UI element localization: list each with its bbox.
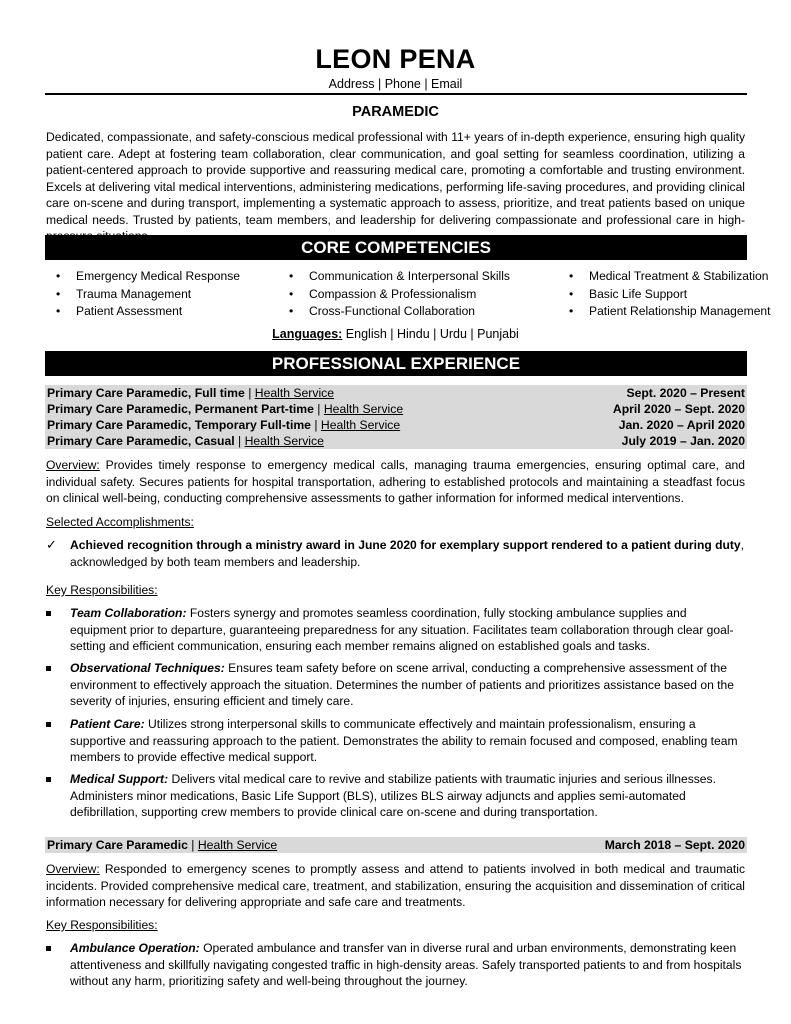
employer-name: Health Service bbox=[323, 402, 404, 416]
responsibility-title: Team Collaboration: bbox=[70, 606, 187, 620]
role-dates: July 2019 – Jan. 2020 bbox=[621, 434, 745, 448]
square-bullet-icon bbox=[46, 722, 51, 727]
responsibility-item bbox=[46, 940, 745, 990]
employer-name: Health Service bbox=[244, 434, 324, 448]
role-row: Primary Care Paramedic, Permanent Part-time | Health Service April 2020 – Sept. 2020 bbox=[47, 402, 745, 416]
languages-list: English | Hindu | Urdu | Punjabi bbox=[345, 327, 519, 341]
role-row: Primary Care Paramedic | Health Service March 2018 – Sept. 2020 bbox=[47, 838, 745, 852]
competency-column-1 bbox=[52, 268, 240, 321]
role-dates: Sept. 2020 – Present bbox=[626, 386, 745, 400]
responsibilities-label: Key Responsibilities: bbox=[46, 918, 158, 932]
overview-label: Overview: bbox=[46, 862, 100, 876]
competency-item: • Medical Treatment & Stabilization bbox=[565, 268, 771, 286]
employer-name: Health Service bbox=[320, 418, 401, 432]
overview-label: Overview: bbox=[46, 458, 100, 472]
role-title: Primary Care Paramedic, Temporary Full-time bbox=[47, 418, 311, 432]
competency-item: • Patient Assessment bbox=[52, 303, 240, 321]
accomplishment-item bbox=[46, 537, 745, 570]
responsibility-title: Medical Support: bbox=[70, 772, 169, 786]
role-row: Primary Care Paramedic, Full time | Health Service Sept. 2020 – Present bbox=[47, 386, 745, 400]
square-bullet-icon bbox=[46, 946, 51, 951]
languages-label: Languages: bbox=[272, 327, 343, 341]
responsibility-text: Ensures team safety before on scene arrival, conducting a comprehensive assessment of the environment to effectively approach the situation. Determines the number of patients and prioritizes assistance based on the severity of injuries, ensuring efficient and timely care. bbox=[70, 661, 734, 708]
role-dates: March 2018 – Sept. 2020 bbox=[604, 838, 745, 852]
job-title: PARAMEDIC bbox=[352, 104, 439, 120]
responsibility-text: Utilizes strong interpersonal skills to communicate effectively and maintain professionalism, ensuring a supportive and reassuring approach to the patient. Demonstrates the ability to remain focused and composed, enabling team members to provide effective medical support. bbox=[70, 717, 738, 764]
responsibility-title: Ambulance Operation: bbox=[70, 941, 200, 955]
summary-paragraph: Dedicated, compassionate, and safety-conscious medical professional with 11+ years of in-depth experience, ensuring high quality patient care. Adept at fostering team collaboration, clear communication, and goal setting for seamless coordination, utilizing a patient-centered approach to provide supportive and reassuring medical care, promoting a comfortable and trusting environment. Excels at delivering vital medical interventions, administering medications, performing life-saving procedures, and providing clinical care on-scene and during transport, implementing a systematic approach to assess, prioritize, and treat patients based on unique medical needs. Trusted by patients, team members, and leadership for delivering compassionate and professional care in high- bbox=[46, 130, 745, 227]
languages-line bbox=[0, 327, 791, 341]
responsibilities-label: Key Responsibilities: bbox=[46, 583, 158, 597]
accomplishment-rest: , acknowledged by both team members and leadership. bbox=[70, 538, 745, 569]
overview-paragraph bbox=[46, 861, 745, 911]
competency-item: • Patient Relationship Management bbox=[565, 303, 771, 321]
competency-item: • Emergency Medical Response bbox=[52, 268, 240, 286]
competency-item: • Basic Life Support bbox=[565, 286, 771, 304]
role-title: Primary Care Paramedic, Full time bbox=[47, 386, 245, 400]
professional-experience-heading: PROFESSIONAL EXPERIENCE bbox=[45, 351, 747, 376]
responsibility-text: Fosters synergy and promotes seamless coordination, fully stocking ambulance supplies and equipment prior to departure, guaranteeing preparedness for any situation. Facilitates team collaboration through clear goal-setting and efficient communication, ensuring each member remains aligned on established goals and tasks. bbox=[70, 606, 734, 653]
competency-item: • Communication & Interpersonal Skills bbox=[285, 268, 510, 286]
checkmark-icon: ✓ bbox=[46, 537, 57, 552]
candidate-name: LEON PENA bbox=[315, 44, 476, 74]
accomplishment-highlight: Achieved recognition through a ministry award in June 2020 for exemplary support rendered to a patient during duty bbox=[70, 538, 741, 552]
square-bullet-icon bbox=[46, 777, 51, 782]
employer-name: Health Service bbox=[254, 386, 335, 400]
role-dates: April 2020 – Sept. 2020 bbox=[612, 402, 745, 416]
accomplishments-label: Selected Accomplishments: bbox=[46, 515, 194, 529]
role-dates: Jan. 2020 – April 2020 bbox=[618, 418, 745, 432]
role-row: Primary Care Paramedic, Casual | Health Service July 2019 – Jan. 2020 bbox=[47, 434, 745, 448]
square-bullet-icon bbox=[46, 666, 51, 671]
header-divider bbox=[45, 93, 747, 95]
competency-column-3 bbox=[565, 268, 771, 321]
contact-line: Address | Phone | Email bbox=[328, 77, 463, 91]
responsibility-item bbox=[46, 771, 745, 821]
employer-name: Health Service bbox=[197, 838, 278, 852]
responsibility-text: Delivers vital medical care to revive and stabilize patients with traumatic injuries and serious illnesses. Administers minor medications, Basic Life Support (BLS), utilizes BLS airway adjuncts and applies semi-automated defibrillation, supporting crew members to provide clinical care on-scene and during transportation. bbox=[70, 772, 716, 819]
competency-item: • Trauma Management bbox=[52, 286, 240, 304]
overview-paragraph bbox=[46, 457, 745, 507]
competency-item: • Compassion & Professionalism bbox=[285, 286, 510, 304]
role-title: Primary Care Paramedic, Casual bbox=[47, 434, 235, 448]
core-competencies-heading: CORE COMPETENCIES bbox=[45, 235, 747, 260]
competency-column-2 bbox=[285, 268, 510, 321]
responsibility-item bbox=[46, 660, 745, 710]
role-title: Primary Care Paramedic, Permanent Part-time bbox=[47, 402, 314, 416]
competency-item: • Cross-Functional Collaboration bbox=[285, 303, 510, 321]
overview-text: Responded to emergency scenes to promptly assess and attend to patients involved in both medical and traumatic incidents. Provided comprehensive medical care, treatment, and stabilization, ensuring the acquisition and dissemination of critical information necessary for delivering appropriate and safe care and treatments. bbox=[46, 862, 745, 909]
overview-text: Provides timely response to emergency medical calls, managing trauma emergencies, ensuring optimal care, and individual safety. Secures patients for hospital transportation, adhering to established protocols and maintaining a steadfast focus on clinical well-being, conducting comprehensive assessments to gather information for informed medical interventions. bbox=[46, 458, 745, 505]
responsibility-text: Operated ambulance and transfer van in diverse rural and urban environments, demonstrating keen attentiveness and skillfully navigating congested traffic in high-density areas. Safely transported patients to and from hospitals without any harm, prioritizing safety and well-being throughout the journey. bbox=[70, 941, 742, 988]
role-title: Primary Care Paramedic bbox=[47, 838, 188, 852]
responsibility-item bbox=[46, 716, 745, 766]
square-bullet-icon bbox=[46, 611, 51, 616]
role-row: Primary Care Paramedic, Temporary Full-time | Health Service Jan. 2020 – April 2020 bbox=[47, 418, 745, 432]
responsibility-item bbox=[46, 605, 745, 655]
responsibility-title: Observational Techniques: bbox=[70, 661, 225, 675]
responsibility-title: Patient Care: bbox=[70, 717, 145, 731]
